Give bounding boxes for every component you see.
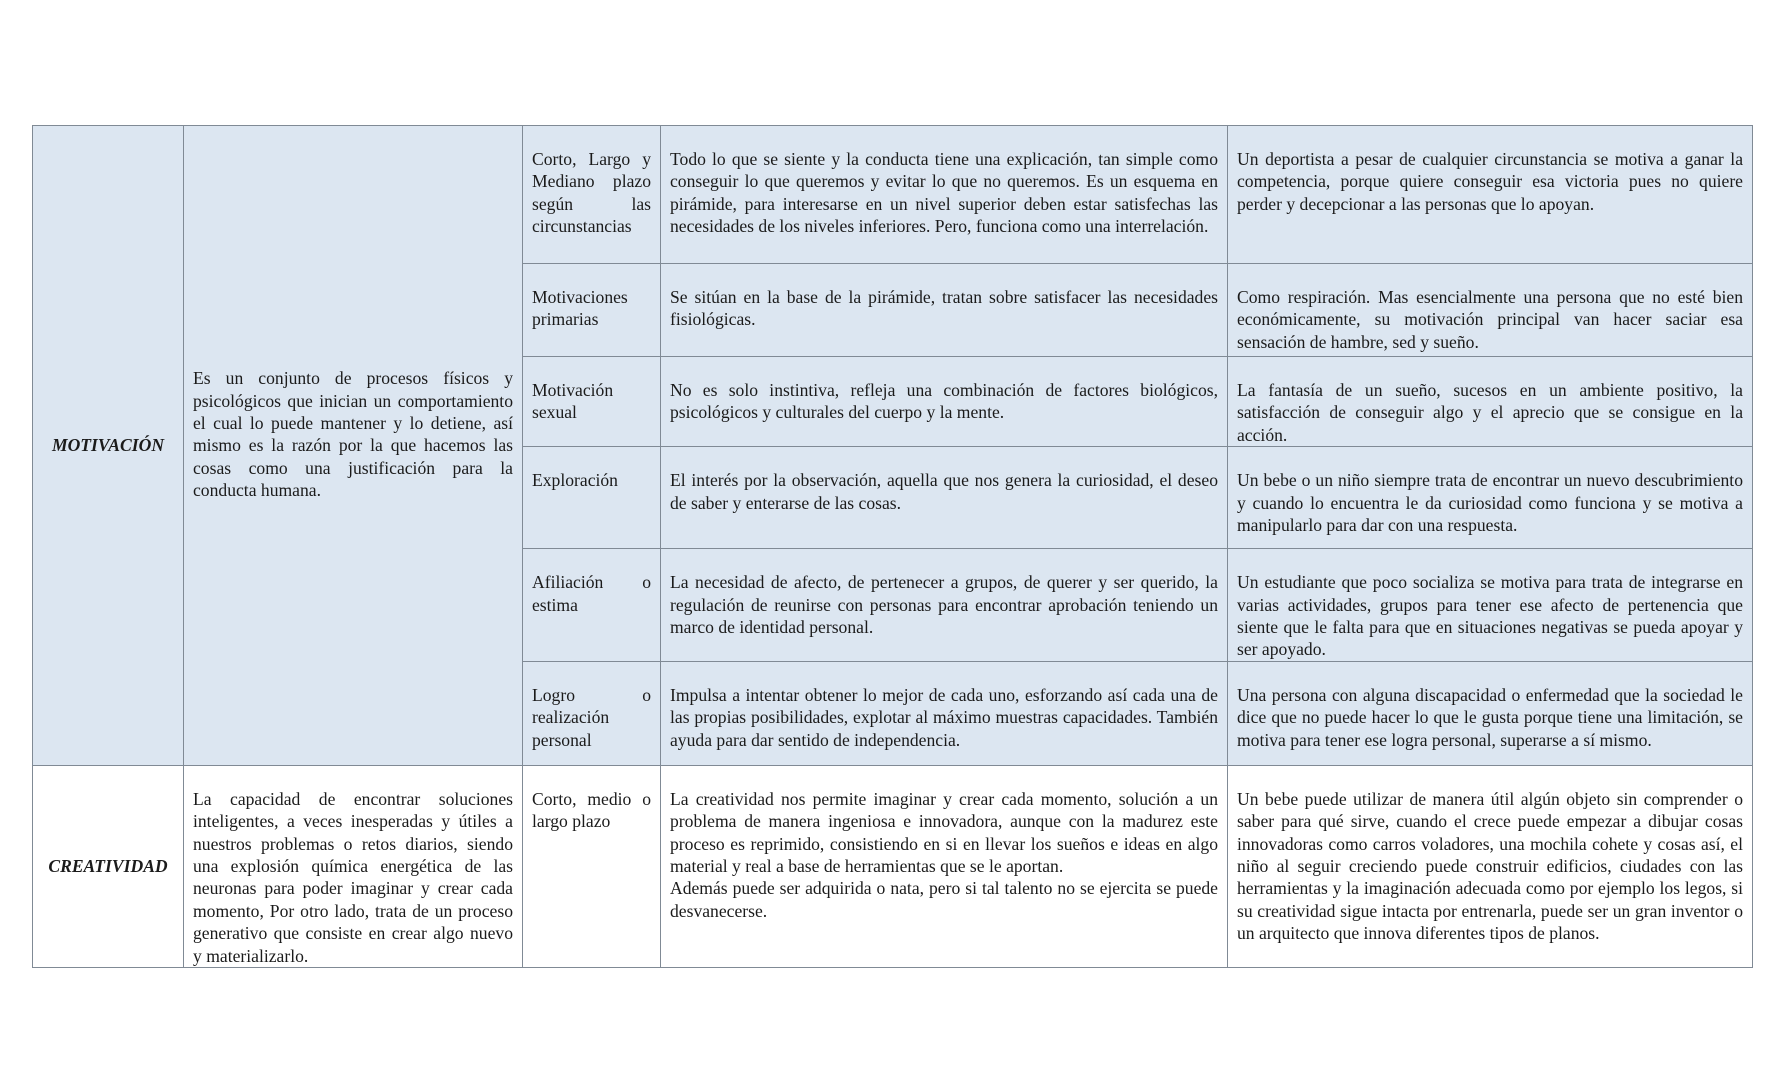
description-cell: Impulsa a intentar obtener lo mejor de cada uno, esforzando así cada una de las propias posibilidades, explotar al máximo muestras capacidades. También ayuda para dar sentido de independencia. [661, 661, 1228, 765]
example-cell: Como respiración. Mas esencialmente una persona que no esté bien económicamente, su motivación principal van hacer saciar esa sensación de hambre, sed y sueño. [1228, 264, 1753, 357]
description-cell: Se sitúan en la base de la pirámide, tratan sobre satisfacer las necesidades fisiológicas. [661, 264, 1228, 357]
description-cell: La necesidad de afecto, de pertenecer a grupos, de querer y ser querido, la regulación de reunirse con personas para encontrar aprobación teniendo un marco de identidad personal. [661, 549, 1228, 662]
table-row [33, 765, 1753, 967]
example-cell: Un estudiante que poco socializa se motiva para trata de integrarse en varias actividades, grupos para tener ese afecto de pertenencia que siente que le falta para que en situaciones negativas se pueda apoyar y ser apoyado. [1228, 549, 1753, 662]
type-cell: Afiliación o estima [523, 549, 661, 662]
table-row [33, 126, 1753, 264]
type-cell: Logro o realización personal [523, 661, 661, 765]
description-cell: Todo lo que se siente y la conducta tiene una explicación, tan simple como conseguir lo que queremos y evitar lo que no queremos. Es un esquema en pirámide, para interesarse en un nivel superior deben estar satisfechas las necesidades de los niveles inferiores. Pero, funciona como una interrelación. [661, 126, 1228, 264]
document-page [32, 125, 1752, 968]
example-cell: Una persona con alguna discapacidad o enfermedad que la sociedad le dice que no puede hacer lo que le gusta porque tiene una limitación, se motiva para tener ese logra personal, superarse a sí mismo. [1228, 661, 1753, 765]
example-cell: La fantasía de un sueño, sucesos en un ambiente positivo, la satisfacción de conseguir algo y el aprecio que se consigue en la acción. [1228, 357, 1753, 447]
example-cell: Un bebe o un niño siempre trata de encontrar un nuevo descubrimiento y cuando lo encuentra le da curiosidad como funciona y se motiva a manipularlo para dar con una respuesta. [1228, 447, 1753, 549]
example-cell: Un deportista a pesar de cualquier circunstancia se motiva a ganar la competencia, porque quiere conseguir esa victoria pues no quiere perder y decepcionar a las personas que lo apoyan. [1228, 126, 1753, 264]
type-cell: Motivación sexual [523, 357, 661, 447]
definition-cell: La capacidad de encontrar soluciones inteligentes, a veces inesperadas y útiles a nuestros problemas o retos diarios, siendo una explosión química energética de las neuronas para poder imaginar y crear cada momento, Por otro lado, trata de un proceso generativo que consiste en crear algo nuevo y materializarlo. [184, 765, 523, 967]
definition-cell: Es un conjunto de procesos físicos y psicológicos que inician un comportamiento el cual lo puede mantener y lo detiene, así mismo es la razón por la que hacemos las cosas como una justificación para la conducta humana. [184, 126, 523, 766]
description-cell: No es solo instintiva, refleja una combinación de factores biológicos, psicológicos y culturales del cuerpo y la mente. [661, 357, 1228, 447]
concept-cell: CREATIVIDAD [33, 765, 184, 967]
description-cell: El interés por la observación, aquella que nos genera la curiosidad, el deseo de saber y enterarse de las cosas. [661, 447, 1228, 549]
type-cell: Corto, Largo y Mediano plazo según las circunstancias [523, 126, 661, 264]
description-cell: La creatividad nos permite imaginar y crear cada momento, solución a un problema de manera ingeniosa e innovadora, aunque con la madurez este proceso es reprimido, consistiendo en si en llevar los sueños e ideas en algo material y real a base de herramientas que se le aportan. Además puede ser adquirida o nata, pero si tal talento no se ejercita se puede desvanecerse. [661, 765, 1228, 967]
concept-table [32, 125, 1753, 968]
example-cell: Un bebe puede utilizar de manera útil algún objeto sin comprender o saber para qué sirve, cuando el crece puede empezar a dibujar cosas innovadoras como carros voladores, una mochila cohete y cosas así, el niño al seguir creciendo puede construir edificios, ciudades con las herramientas y la imaginación adecuada como por ejemplo los legos, si su creatividad sigue intacta por entrenarla, puede ser un gran inventor o un arquitecto que innova diferentes tipos de planos. [1228, 765, 1753, 967]
type-cell: Motivaciones primarias [523, 264, 661, 357]
type-cell: Exploración [523, 447, 661, 549]
concept-cell: MOTIVACIÓN [33, 126, 184, 766]
type-cell: Corto, medio o largo plazo [523, 765, 661, 967]
